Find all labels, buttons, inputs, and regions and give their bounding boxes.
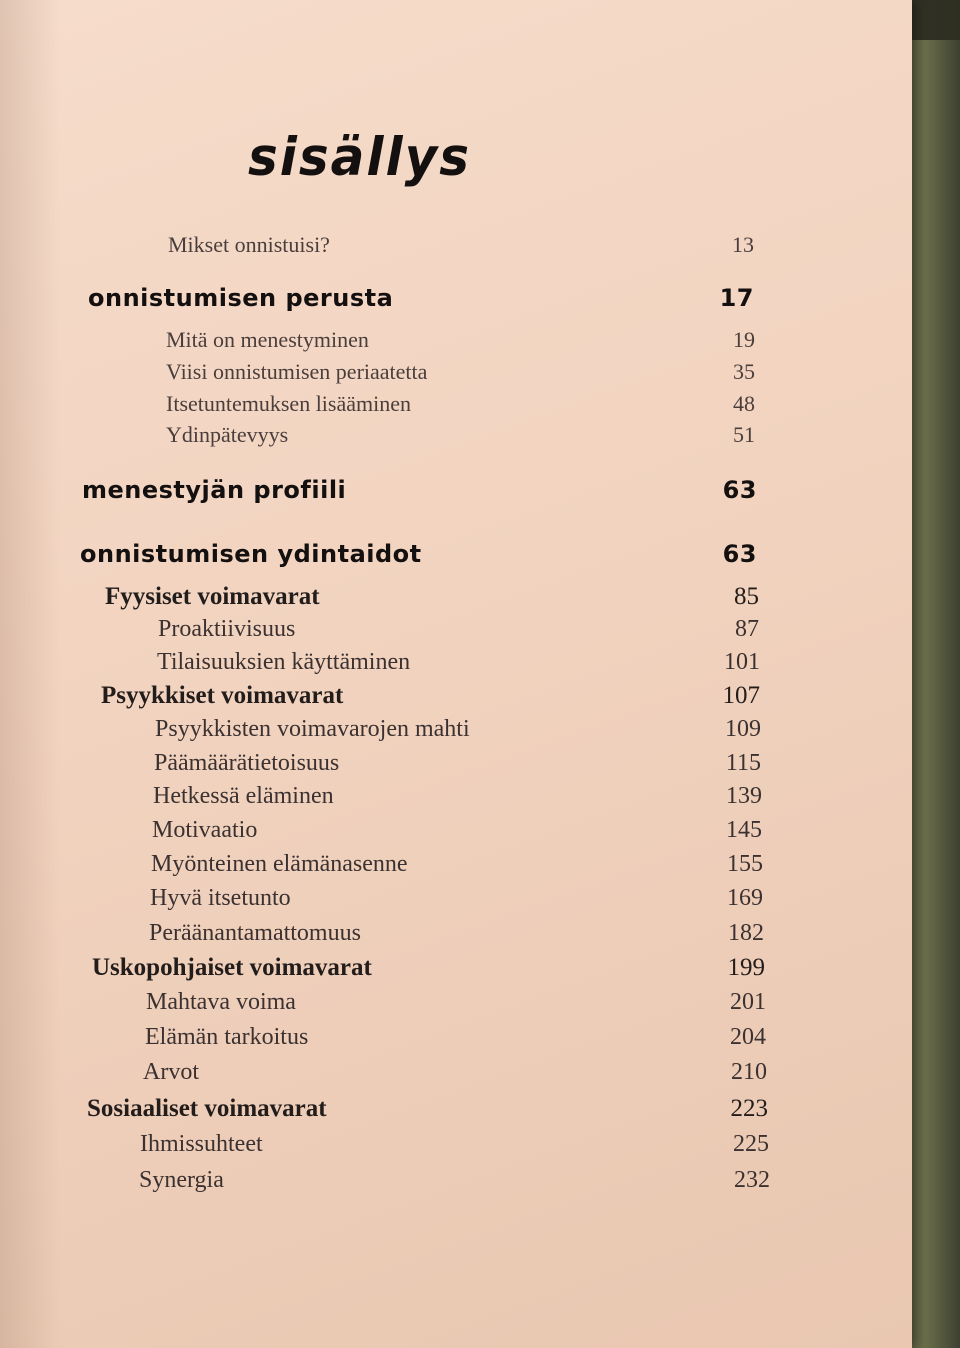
- toc-entry: [0, 989, 912, 1025]
- toc-entry-label: Päämäärätietoisuus: [154, 750, 340, 776]
- toc-entry: [0, 232, 912, 268]
- page-title: sisällys: [248, 126, 472, 188]
- toc-entry-page: 51: [733, 422, 755, 447]
- toc-entry: [0, 1131, 912, 1167]
- toc-entry-label: Proaktiivisuus: [158, 616, 296, 642]
- toc-entry-label: Tilaisuuksien käyttäminen: [157, 649, 411, 675]
- toc-section-page: 223: [730, 1095, 768, 1122]
- toc-entry: [0, 783, 912, 819]
- toc-entry-page: 48: [733, 391, 755, 416]
- toc-entry-label: Psyykkisten voimavarojen mahti: [155, 716, 470, 742]
- toc-part-page: 17: [719, 284, 754, 312]
- toc-entry-page: 101: [724, 649, 760, 675]
- toc-entry: [0, 851, 912, 887]
- toc-entry-label: Mikset onnistuisi?: [168, 232, 330, 257]
- toc-entry-page: 139: [726, 783, 762, 809]
- toc-part-heading: [0, 476, 912, 512]
- toc-section: [0, 1095, 912, 1131]
- toc-entry-page: 109: [725, 716, 761, 742]
- toc-entry-page: 155: [727, 851, 763, 877]
- toc-part-label: onnistumisen ydintaidot: [80, 540, 422, 568]
- toc-section-label: Sosiaaliset voimavarat: [87, 1095, 327, 1122]
- toc-entry-label: Mitä on menestyminen: [166, 327, 369, 352]
- toc-part-page: 63: [722, 540, 757, 568]
- toc-entry-label: Mahtava voima: [146, 989, 296, 1015]
- toc-entry-label: Hetkessä eläminen: [153, 783, 334, 809]
- toc-section: [0, 682, 912, 718]
- toc-entry: [0, 1167, 912, 1203]
- toc-entry-label: Peräänantamattomuus: [149, 920, 361, 946]
- toc-entry-label: Itsetuntemuksen lisääminen: [166, 391, 411, 416]
- toc-entry-page: 19: [733, 327, 755, 352]
- toc-entry: [0, 885, 912, 921]
- toc-entry-page: 204: [730, 1024, 766, 1050]
- toc-entry: [0, 616, 912, 652]
- toc-entry-label: Hyvä itsetunto: [150, 885, 291, 911]
- toc-entry-page: 145: [726, 817, 762, 843]
- toc-entry-label: Myönteinen elämänasenne: [151, 851, 408, 877]
- toc-entry: [0, 716, 912, 752]
- toc-section-label: Uskopohjaiset voimavarat: [92, 954, 372, 981]
- toc-section: [0, 583, 912, 619]
- toc-entry: [0, 1059, 912, 1095]
- toc-section: [0, 954, 912, 990]
- toc-part-page: 63: [722, 476, 757, 504]
- toc-entry-page: 225: [733, 1131, 769, 1157]
- toc-part-heading: [0, 540, 912, 576]
- toc-part-heading: [0, 284, 912, 320]
- toc-entry-page: 232: [734, 1167, 770, 1193]
- toc-entry-page: 115: [725, 750, 761, 776]
- toc-entry-label: Ydinpätevyys: [166, 422, 289, 447]
- toc-entry-page: 169: [727, 885, 763, 911]
- toc-entry: [0, 750, 912, 786]
- toc-entry-page: 13: [732, 232, 754, 257]
- toc-entry-label: Arvot: [143, 1059, 199, 1085]
- toc-section-page: 85: [734, 583, 759, 610]
- toc-section-page: 199: [727, 954, 765, 981]
- toc-entry: [0, 817, 912, 853]
- toc-part-label: menestyjän profiili: [82, 476, 347, 504]
- toc-entry-label: Viisi onnistumisen periaatetta: [166, 359, 428, 384]
- toc-entry-page: 35: [733, 359, 755, 384]
- toc-entry: [0, 327, 912, 363]
- toc-entry-page: 87: [735, 616, 759, 642]
- toc-entry: [0, 422, 912, 458]
- toc-section-label: Psyykkiset voimavarat: [101, 682, 344, 709]
- toc-entry-page: 201: [730, 989, 766, 1015]
- toc-entry-label: Motivaatio: [152, 817, 258, 843]
- toc-entry-label: Ihmissuhteet: [140, 1131, 263, 1157]
- toc-entry-page: 182: [728, 920, 764, 946]
- toc-section-label: Fyysiset voimavarat: [105, 583, 320, 610]
- toc-entry-label: Elämän tarkoitus: [145, 1024, 309, 1050]
- toc-entry: [0, 920, 912, 956]
- toc-entry: [0, 359, 912, 395]
- toc-entry-page: 210: [731, 1059, 767, 1085]
- toc-part-label: onnistumisen perusta: [88, 284, 394, 312]
- toc-entry: [0, 1024, 912, 1060]
- toc-section-page: 107: [722, 682, 760, 709]
- toc-entry: [0, 649, 912, 685]
- toc-entry-label: Synergia: [139, 1167, 224, 1193]
